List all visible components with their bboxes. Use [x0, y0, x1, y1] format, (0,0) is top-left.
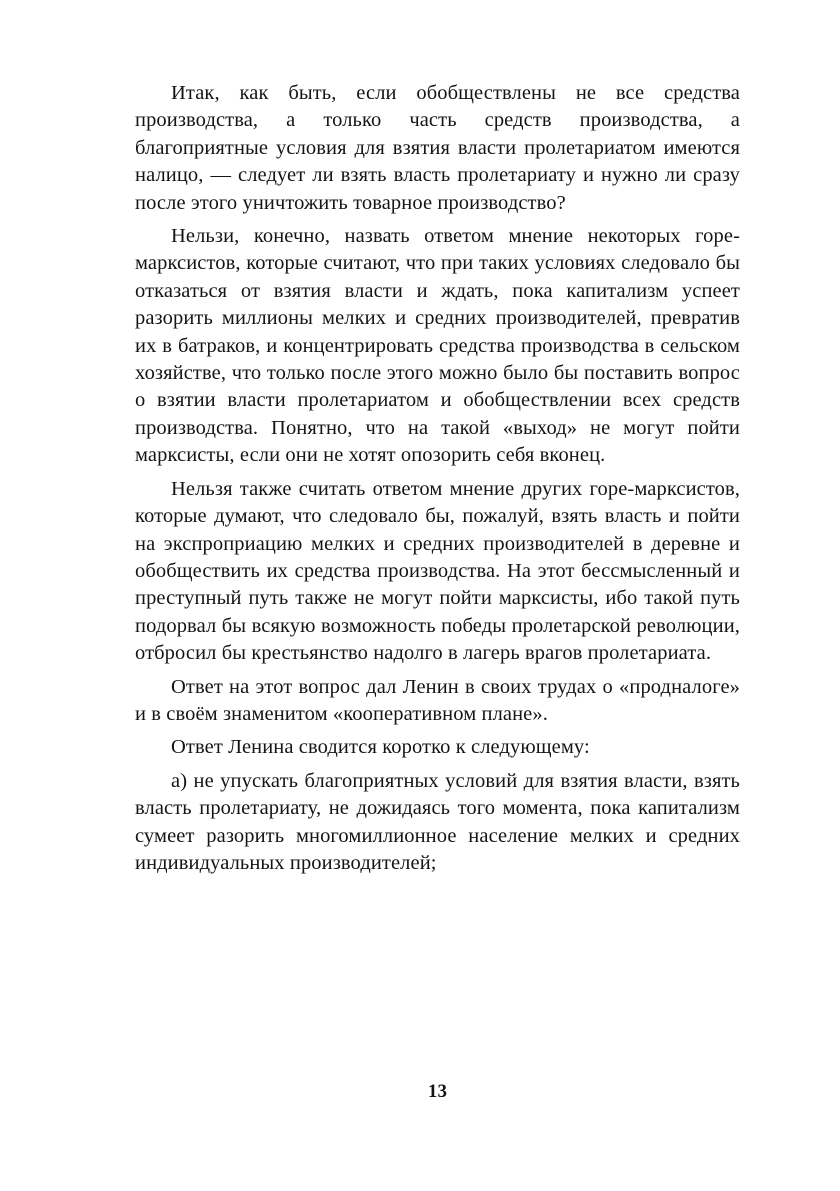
body-text: [135, 80, 740, 877]
book-page: [135, 80, 740, 1110]
paragraph-4: Ответ на этот вопрос дал Ленин в своих трудах о «продналоге» и в своём знаменитом «кооперативном плане».: [135, 675, 740, 725]
paragraph-3: Нельзя также считать ответом мнение других горе-марксистов, которые думают, что следовало бы, пожалуй, взять власть и пойти на экспроприацию мелких и средних производителей в деревне и обобществить их средства производства. На этот бессмысленный и преступный путь также не могут пойти марксисты, ибо такой путь подорвал бы всякую возможность победы пролетарской революции, отбросил бы крестьянство надолго в лагерь врагов пролетариата.: [135, 477, 740, 665]
paragraph-6-list-item-a: а) не упускать благоприятных условий для взятия власти, взять власть пролетариату, не дожидаясь того момента, пока капитализм сумеет разорить многомиллионное население мелких и средних индивидуальных производителей;: [135, 769, 740, 874]
page-number: 13: [427, 1081, 448, 1102]
paragraph-5: Ответ Ленина сводится коротко к следующему:: [171, 736, 590, 759]
paragraph-2: Нельзи, конечно, назвать ответом мнение некоторых горе-марксистов, которые считают, что при таких условиях следовало бы отказаться от взятия власти и ждать, пока капитализм успеет разорить миллионы мелких и средних производителей, превратив их в батраков, и концентрировать средства производства в сельском хозяйстве, что только после этого можно было бы поставить вопрос о взятии власти пролетариатом и обобществлении всех средств производства. Понятно, что на такой «выход» не могут пойти марксисты, если они не хотят опозорить себя вконец.: [135, 225, 740, 467]
paragraph-1: Итак, как быть, если обобществлены не все средства производства, а только часть средств производства, а благоприятные условия для взятия власти пролетариатом имеются налицо, — следует ли взять власть пролетариату и нужно ли сразу после этого уничтожить товарное производство?: [135, 82, 740, 214]
